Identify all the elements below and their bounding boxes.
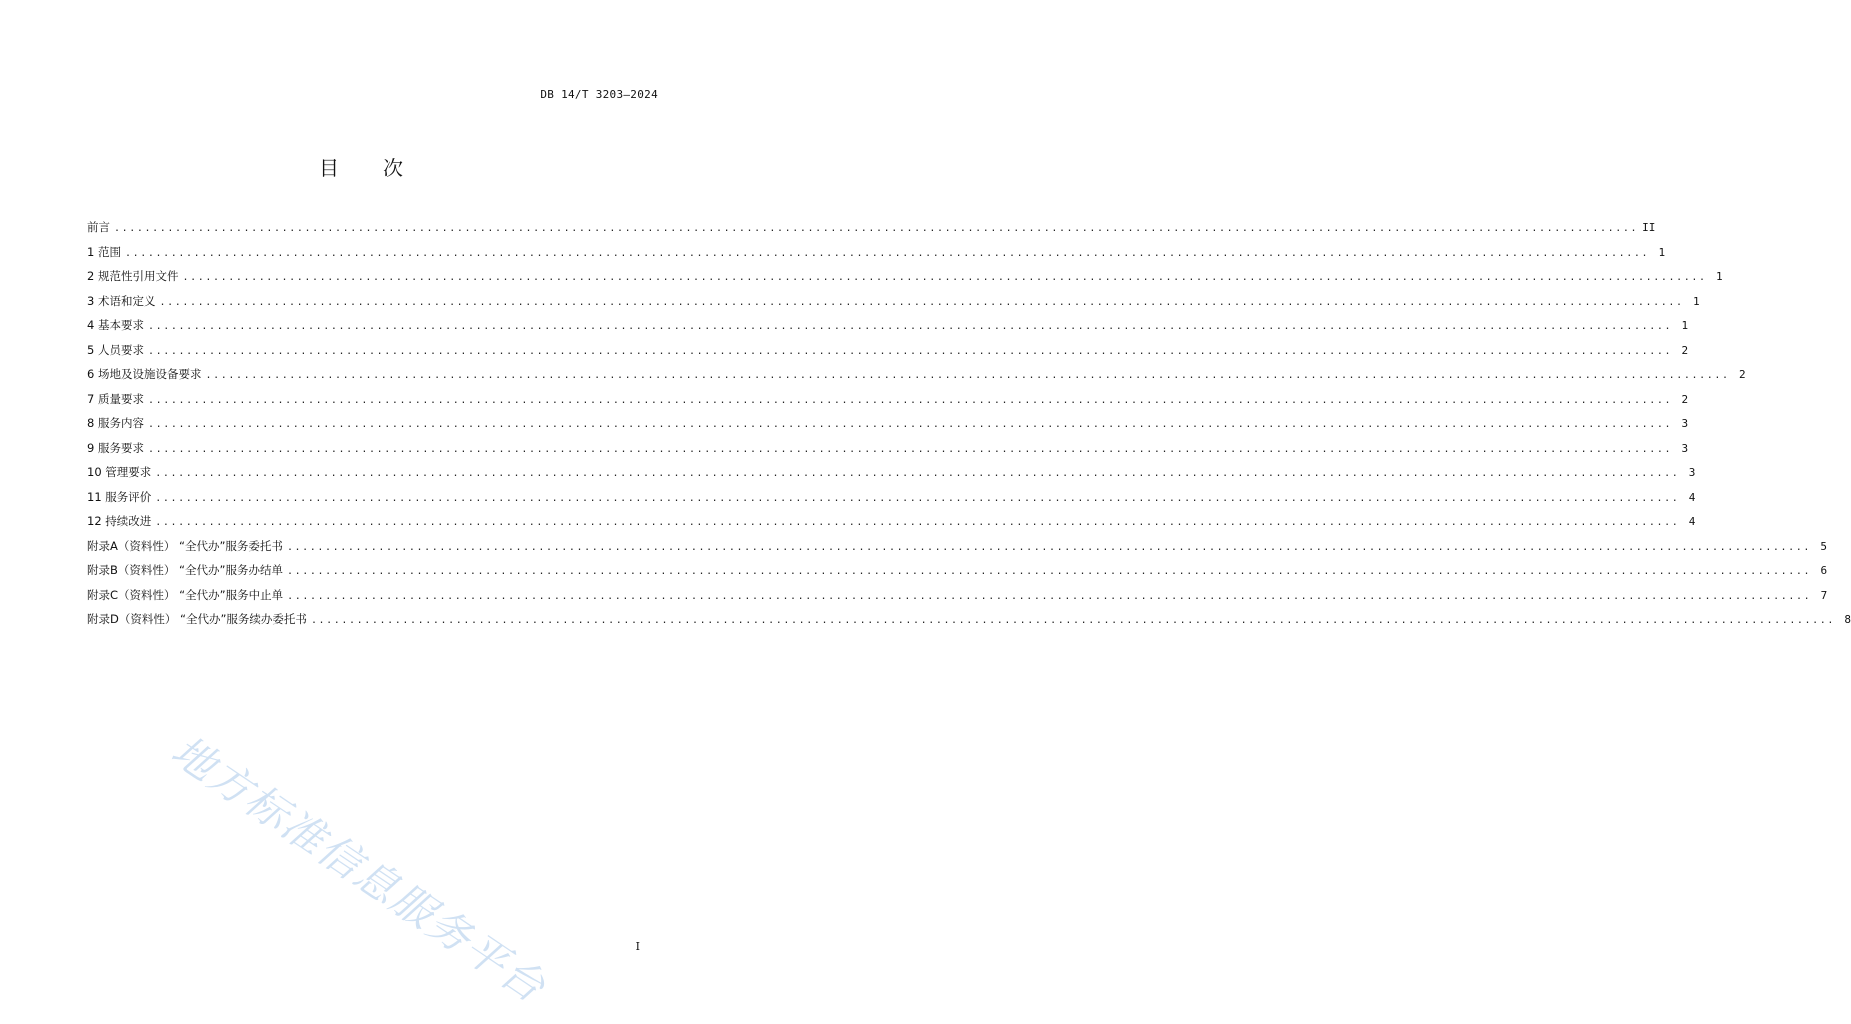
dot-leader: ........................................................................................................................................................................................................ bbox=[114, 223, 1639, 234]
dot-leader: ........................................................................................................................................................................................................ bbox=[147, 345, 1673, 357]
toc-entry-page: 1 bbox=[1692, 294, 1700, 308]
toc-entry-page: 1 bbox=[1715, 270, 1723, 283]
toc-entry-label: 6 场地及设施设备要求 bbox=[87, 367, 202, 381]
toc-entry-page: 4 bbox=[1688, 490, 1696, 504]
toc-entry-label: 9 服务要求 bbox=[87, 440, 144, 455]
toc-entry-page: 3 bbox=[1681, 441, 1689, 455]
toc-entry-page: 4 bbox=[1688, 515, 1696, 528]
toc-entry-label: 1 范围 bbox=[87, 244, 121, 259]
toc-entry-label: 附录A（资料性） “全代办”服务委托书 bbox=[87, 538, 283, 553]
toc-entry-page: 8 bbox=[1844, 613, 1851, 626]
toc-entry-page: 1 bbox=[1658, 245, 1666, 259]
toc-entry-page: 5 bbox=[1820, 539, 1828, 553]
dot-leader: ........................................................................................................................................................................................................ bbox=[310, 615, 1836, 626]
toc-entry-page: 7 bbox=[1820, 588, 1828, 602]
dot-leader: ........................................................................................................................................................................................................ bbox=[182, 272, 1707, 283]
dot-leader: ........................................................................................................................................................................................................ bbox=[286, 541, 1812, 553]
toc-entry[interactable] bbox=[87, 610, 1851, 635]
toc-entry-page: 2 bbox=[1681, 392, 1689, 406]
toc-entry[interactable] bbox=[87, 390, 1689, 415]
toc-entry[interactable] bbox=[87, 561, 1828, 586]
toc-entry-label: 4 基本要求 bbox=[87, 318, 144, 332]
toc-entry[interactable] bbox=[87, 439, 1689, 464]
toc-entry[interactable] bbox=[87, 365, 1746, 390]
toc-entry[interactable] bbox=[87, 292, 1700, 317]
toc-entry[interactable] bbox=[87, 488, 1696, 513]
toc-entry[interactable] bbox=[87, 218, 1656, 243]
toc-entry-page: 1 bbox=[1681, 319, 1689, 332]
dot-leader: ........................................................................................................................................................................................................ bbox=[159, 296, 1684, 308]
toc-entry-label: 附录B（资料性） “全代办”服务办结单 bbox=[87, 563, 283, 577]
dot-leader: ........................................................................................................................................................................................................ bbox=[147, 419, 1673, 430]
toc-entry-label: 3 术语和定义 bbox=[87, 293, 156, 308]
toc-entry-label: 12 持续改进 bbox=[87, 514, 152, 528]
toc-entry-label: 8 服务内容 bbox=[87, 416, 144, 430]
toc-entry[interactable] bbox=[87, 316, 1689, 341]
toc-entry[interactable] bbox=[87, 512, 1696, 537]
toc-entry-label: 附录D（资料性） “全代办”服务续办委托书 bbox=[87, 612, 307, 626]
dot-leader: ........................................................................................................................................................................................................ bbox=[147, 321, 1673, 332]
dot-leader: ........................................................................................................................................................................................................ bbox=[155, 492, 1680, 504]
toc-entry-page: 6 bbox=[1820, 564, 1828, 577]
title-char-right: 次 bbox=[383, 156, 405, 180]
toc-entry[interactable] bbox=[87, 537, 1828, 562]
toc-entry-page: 3 bbox=[1681, 417, 1689, 430]
table-of-contents bbox=[87, 218, 1851, 635]
dot-leader: ........................................................................................................................................................................................................ bbox=[155, 468, 1680, 479]
toc-entry[interactable] bbox=[87, 463, 1696, 488]
dot-leader: ........................................................................................................................................................................................................ bbox=[287, 590, 1812, 602]
dot-leader: ........................................................................................................................................................................................................ bbox=[147, 394, 1673, 406]
toc-entry-page: II bbox=[1642, 221, 1656, 234]
watermark: 地方标准信息服务平台 bbox=[162, 725, 556, 1013]
toc-entry[interactable] bbox=[87, 586, 1828, 611]
dot-leader: ........................................................................................................................................................................................................ bbox=[286, 566, 1812, 577]
toc-entry[interactable] bbox=[87, 267, 1723, 292]
toc-entry-label: 2 规范性引用文件 bbox=[87, 269, 179, 283]
toc-entry-label: 7 质量要求 bbox=[87, 391, 144, 406]
dot-leader: ........................................................................................................................................................................................................ bbox=[124, 247, 1650, 259]
toc-entry-page: 3 bbox=[1688, 466, 1696, 479]
toc-entry[interactable] bbox=[87, 341, 1689, 366]
toc-entry-label: 10 管理要求 bbox=[87, 465, 152, 479]
page-title bbox=[0, 152, 724, 181]
dot-leader: ........................................................................................................................................................................................................ bbox=[205, 370, 1730, 381]
document-code: DB 14/T 3203—2024 bbox=[540, 88, 658, 101]
toc-entry-label: 前言 bbox=[87, 220, 110, 234]
dot-leader: ........................................................................................................................................................................................................ bbox=[147, 443, 1673, 455]
toc-entry-page: 2 bbox=[1681, 343, 1689, 357]
page-number: I bbox=[635, 940, 640, 953]
toc-entry-label: 5 人员要求 bbox=[87, 342, 144, 357]
toc-entry[interactable] bbox=[87, 243, 1666, 268]
toc-entry[interactable] bbox=[87, 414, 1689, 439]
toc-entry-label: 11 服务评价 bbox=[87, 489, 152, 504]
toc-entry-page: 2 bbox=[1738, 368, 1746, 381]
toc-entry-label: 附录C（资料性） “全代办”服务中止单 bbox=[87, 587, 284, 602]
title-char-left: 目 bbox=[319, 156, 341, 180]
dot-leader: ........................................................................................................................................................................................................ bbox=[155, 517, 1680, 528]
